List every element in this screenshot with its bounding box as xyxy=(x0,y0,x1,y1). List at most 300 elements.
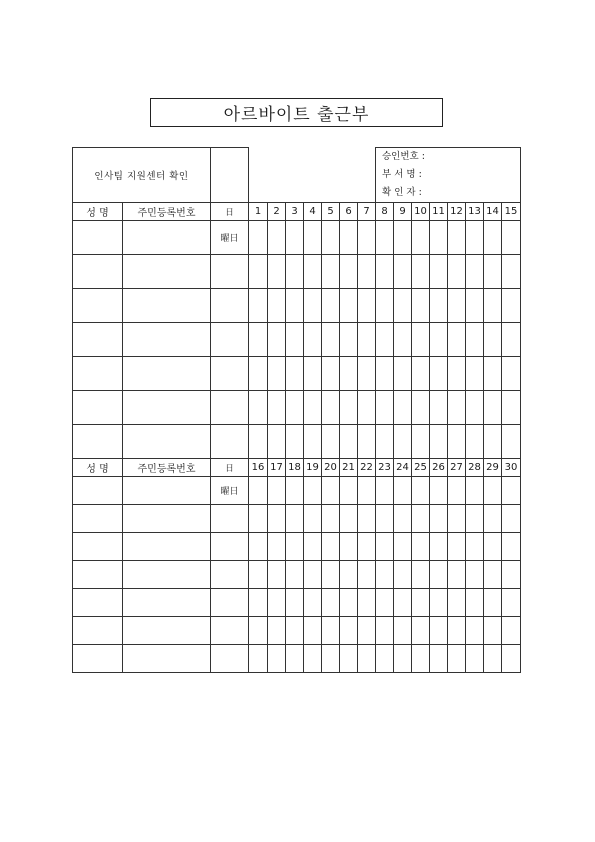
attendance-cell[interactable] xyxy=(286,221,304,255)
day-column-header: 日 xyxy=(211,459,249,477)
weekday-label: 曜日 xyxy=(211,221,249,255)
attendance-cell[interactable] xyxy=(358,391,376,425)
attendance-cell[interactable] xyxy=(376,645,394,673)
attendance-cell[interactable] xyxy=(358,505,376,533)
attendance-cell[interactable] xyxy=(376,289,394,323)
attendance-cell[interactable] xyxy=(358,289,376,323)
attendance-cell[interactable] xyxy=(340,357,358,391)
attendance-cell[interactable] xyxy=(268,645,286,673)
attendance-cell[interactable] xyxy=(430,561,448,589)
attendance-cell[interactable] xyxy=(430,391,448,425)
attendance-cell[interactable] xyxy=(268,505,286,533)
second-half-row xyxy=(73,589,521,617)
attendance-cell[interactable] xyxy=(268,289,286,323)
attendance-cell[interactable] xyxy=(412,255,430,289)
attendance-cell[interactable] xyxy=(430,323,448,357)
attendance-cell[interactable] xyxy=(358,561,376,589)
attendance-cell[interactable] xyxy=(502,289,521,323)
resident-id-cell[interactable] xyxy=(123,289,211,323)
attendance-cell[interactable] xyxy=(412,391,430,425)
attendance-cell[interactable] xyxy=(466,589,484,617)
day-number-23: 23 xyxy=(376,459,394,477)
attendance-cell[interactable] xyxy=(502,589,521,617)
attendance-cell[interactable] xyxy=(394,391,412,425)
attendance-cell[interactable] xyxy=(249,425,268,459)
attendance-cell[interactable] xyxy=(304,289,322,323)
attendance-cell[interactable] xyxy=(466,561,484,589)
attendance-cell[interactable] xyxy=(502,533,521,561)
attendance-cell[interactable] xyxy=(412,425,430,459)
attendance-cell[interactable] xyxy=(502,561,521,589)
resident-id-cell[interactable] xyxy=(123,589,211,617)
attendance-cell[interactable] xyxy=(502,617,521,645)
attendance-cell[interactable] xyxy=(430,533,448,561)
second-half-row xyxy=(73,505,521,533)
attendance-cell[interactable] xyxy=(249,289,268,323)
day-number-17: 17 xyxy=(268,459,286,477)
name-cell[interactable] xyxy=(73,645,123,673)
day-number-27: 27 xyxy=(448,459,466,477)
attendance-cell[interactable] xyxy=(448,645,466,673)
second-half-header-row xyxy=(73,459,521,477)
attendance-cell[interactable] xyxy=(304,357,322,391)
resident-id-cell[interactable] xyxy=(123,561,211,589)
attendance-cell[interactable] xyxy=(502,221,521,255)
attendance-cell[interactable] xyxy=(412,323,430,357)
resident-id-column-header: 주민등록번호 xyxy=(123,459,211,477)
attendance-cell[interactable] xyxy=(286,289,304,323)
attendance-cell[interactable] xyxy=(322,425,340,459)
attendance-cell[interactable] xyxy=(412,645,430,673)
attendance-cell[interactable] xyxy=(376,425,394,459)
attendance-cell[interactable] xyxy=(376,323,394,357)
attendance-cell[interactable] xyxy=(358,323,376,357)
attendance-cell[interactable] xyxy=(484,477,502,505)
attendance-cell[interactable] xyxy=(340,561,358,589)
attendance-cell[interactable] xyxy=(322,255,340,289)
attendance-cell[interactable] xyxy=(286,255,304,289)
attendance-cell[interactable] xyxy=(466,255,484,289)
weekday-cell[interactable] xyxy=(211,561,249,589)
name-cell[interactable] xyxy=(73,323,123,357)
attendance-cell[interactable] xyxy=(322,645,340,673)
attendance-cell[interactable] xyxy=(376,505,394,533)
attendance-cell[interactable] xyxy=(268,221,286,255)
approval-number-label: 승인번호 : xyxy=(382,151,425,162)
attendance-cell[interactable] xyxy=(484,255,502,289)
attendance-cell[interactable] xyxy=(358,617,376,645)
department-label: 부 서 명 : xyxy=(382,169,422,180)
attendance-cell[interactable] xyxy=(376,533,394,561)
attendance-cell[interactable] xyxy=(376,221,394,255)
attendance-cell[interactable] xyxy=(484,589,502,617)
attendance-cell[interactable] xyxy=(249,323,268,357)
name-cell[interactable] xyxy=(73,477,123,505)
attendance-cell[interactable] xyxy=(340,289,358,323)
day-number-5: 5 xyxy=(322,203,340,221)
attendance-cell[interactable] xyxy=(412,589,430,617)
attendance-cell[interactable] xyxy=(502,645,521,673)
attendance-cell[interactable] xyxy=(249,533,268,561)
attendance-cell[interactable] xyxy=(484,391,502,425)
name-cell[interactable] xyxy=(73,617,123,645)
attendance-cell[interactable] xyxy=(394,255,412,289)
attendance-cell[interactable] xyxy=(502,505,521,533)
attendance-cell[interactable] xyxy=(448,221,466,255)
attendance-cell[interactable] xyxy=(286,533,304,561)
attendance-cell[interactable] xyxy=(448,323,466,357)
attendance-cell[interactable] xyxy=(358,533,376,561)
attendance-cell[interactable] xyxy=(394,221,412,255)
attendance-cell[interactable] xyxy=(448,357,466,391)
attendance-cell[interactable] xyxy=(268,561,286,589)
resident-id-cell[interactable] xyxy=(123,323,211,357)
attendance-cell[interactable] xyxy=(249,255,268,289)
attendance-cell[interactable] xyxy=(304,589,322,617)
attendance-cell[interactable] xyxy=(466,645,484,673)
attendance-cell[interactable] xyxy=(484,645,502,673)
name-cell[interactable] xyxy=(73,425,123,459)
attendance-cell[interactable] xyxy=(466,391,484,425)
attendance-cell[interactable] xyxy=(340,477,358,505)
name-cell[interactable] xyxy=(73,289,123,323)
attendance-cell[interactable] xyxy=(304,645,322,673)
attendance-cell[interactable] xyxy=(394,425,412,459)
day-number-9: 9 xyxy=(394,203,412,221)
attendance-cell[interactable] xyxy=(304,425,322,459)
day-number-19: 19 xyxy=(304,459,322,477)
second-half-row xyxy=(73,561,521,589)
resident-id-cell[interactable] xyxy=(123,357,211,391)
attendance-cell[interactable] xyxy=(466,617,484,645)
attendance-cell[interactable] xyxy=(448,391,466,425)
hr-confirm-label: 인사팀 지원센터 확인 xyxy=(73,148,211,203)
attendance-cell[interactable] xyxy=(358,425,376,459)
name-cell[interactable] xyxy=(73,391,123,425)
attendance-cell[interactable] xyxy=(322,589,340,617)
attendance-cell[interactable] xyxy=(484,533,502,561)
attendance-cell[interactable] xyxy=(322,505,340,533)
attendance-table xyxy=(72,147,521,673)
weekday-label: 曜日 xyxy=(211,477,249,505)
attendance-cell[interactable] xyxy=(322,617,340,645)
name-column-header: 성 명 xyxy=(73,459,123,477)
attendance-cell[interactable] xyxy=(286,391,304,425)
attendance-cell[interactable] xyxy=(394,289,412,323)
attendance-cell[interactable] xyxy=(430,505,448,533)
attendance-cell[interactable] xyxy=(340,505,358,533)
name-cell[interactable] xyxy=(73,505,123,533)
hr-confirm-signature-cell[interactable] xyxy=(211,148,249,203)
attendance-cell[interactable] xyxy=(358,255,376,289)
attendance-cell[interactable] xyxy=(340,255,358,289)
resident-id-cell[interactable] xyxy=(123,221,211,255)
first-half-row xyxy=(73,357,521,391)
second-half-row xyxy=(73,617,521,645)
attendance-cell[interactable] xyxy=(466,425,484,459)
attendance-cell[interactable] xyxy=(268,617,286,645)
attendance-cell[interactable] xyxy=(286,589,304,617)
attendance-cell[interactable] xyxy=(376,255,394,289)
attendance-cell[interactable] xyxy=(322,561,340,589)
attendance-cell[interactable] xyxy=(268,589,286,617)
attendance-cell[interactable] xyxy=(268,357,286,391)
attendance-cell[interactable] xyxy=(412,289,430,323)
first-half-row xyxy=(73,289,521,323)
attendance-cell[interactable] xyxy=(249,357,268,391)
name-cell[interactable] xyxy=(73,533,123,561)
attendance-cell[interactable] xyxy=(249,391,268,425)
resident-id-cell[interactable] xyxy=(123,425,211,459)
attendance-cell[interactable] xyxy=(412,505,430,533)
day-number-16: 16 xyxy=(249,459,268,477)
day-number-14: 14 xyxy=(484,203,502,221)
attendance-cell[interactable] xyxy=(484,561,502,589)
attendance-cell[interactable] xyxy=(484,425,502,459)
attendance-cell[interactable] xyxy=(430,357,448,391)
attendance-cell[interactable] xyxy=(448,561,466,589)
attendance-cell[interactable] xyxy=(502,425,521,459)
day-number-4: 4 xyxy=(304,203,322,221)
attendance-cell[interactable] xyxy=(268,391,286,425)
day-number-18: 18 xyxy=(286,459,304,477)
resident-id-cell[interactable] xyxy=(123,533,211,561)
attendance-cell[interactable] xyxy=(466,505,484,533)
attendance-cell[interactable] xyxy=(322,357,340,391)
day-number-22: 22 xyxy=(358,459,376,477)
weekday-cell[interactable] xyxy=(211,323,249,357)
attendance-cell[interactable] xyxy=(412,533,430,561)
attendance-cell[interactable] xyxy=(394,617,412,645)
attendance-cell[interactable] xyxy=(502,391,521,425)
attendance-cell[interactable] xyxy=(304,533,322,561)
attendance-cell[interactable] xyxy=(448,617,466,645)
first-half-row xyxy=(73,425,521,459)
attendance-cell[interactable] xyxy=(268,533,286,561)
attendance-cell[interactable] xyxy=(448,589,466,617)
attendance-cell[interactable] xyxy=(412,617,430,645)
day-number-13: 13 xyxy=(466,203,484,221)
name-cell[interactable] xyxy=(73,221,123,255)
attendance-cell[interactable] xyxy=(466,533,484,561)
attendance-cell[interactable] xyxy=(376,589,394,617)
attendance-cell[interactable] xyxy=(304,561,322,589)
attendance-cell[interactable] xyxy=(340,617,358,645)
day-number-28: 28 xyxy=(466,459,484,477)
attendance-cell[interactable] xyxy=(376,561,394,589)
attendance-cell[interactable] xyxy=(268,255,286,289)
weekday-cell[interactable] xyxy=(211,357,249,391)
attendance-cell[interactable] xyxy=(304,323,322,357)
attendance-cell[interactable] xyxy=(394,533,412,561)
attendance-cell[interactable] xyxy=(412,477,430,505)
attendance-cell[interactable] xyxy=(286,323,304,357)
attendance-cell[interactable] xyxy=(304,391,322,425)
attendance-cell[interactable] xyxy=(394,589,412,617)
attendance-cell[interactable] xyxy=(448,425,466,459)
attendance-cell[interactable] xyxy=(430,645,448,673)
attendance-cell[interactable] xyxy=(502,323,521,357)
attendance-cell[interactable] xyxy=(358,589,376,617)
attendance-cell[interactable] xyxy=(430,289,448,323)
first-half-header-row xyxy=(73,203,521,221)
resident-id-cell[interactable] xyxy=(123,645,211,673)
attendance-cell[interactable] xyxy=(484,505,502,533)
attendance-cell[interactable] xyxy=(502,477,521,505)
attendance-cell[interactable] xyxy=(322,289,340,323)
attendance-cell[interactable] xyxy=(322,323,340,357)
attendance-cell[interactable] xyxy=(394,477,412,505)
attendance-cell[interactable] xyxy=(412,221,430,255)
attendance-cell[interactable] xyxy=(286,505,304,533)
attendance-cell[interactable] xyxy=(484,617,502,645)
weekday-cell[interactable] xyxy=(211,505,249,533)
attendance-cell[interactable] xyxy=(249,505,268,533)
attendance-cell[interactable] xyxy=(484,323,502,357)
second-half-row xyxy=(73,477,521,505)
attendance-cell[interactable] xyxy=(358,221,376,255)
weekday-cell[interactable] xyxy=(211,255,249,289)
attendance-cell[interactable] xyxy=(268,323,286,357)
attendance-cell[interactable] xyxy=(304,617,322,645)
attendance-cell[interactable] xyxy=(430,589,448,617)
first-half-row xyxy=(73,255,521,289)
resident-id-cell[interactable] xyxy=(123,505,211,533)
day-number-20: 20 xyxy=(322,459,340,477)
name-cell[interactable] xyxy=(73,589,123,617)
attendance-cell[interactable] xyxy=(484,221,502,255)
attendance-cell[interactable] xyxy=(466,221,484,255)
attendance-form xyxy=(72,147,521,673)
name-cell[interactable] xyxy=(73,357,123,391)
attendance-cell[interactable] xyxy=(249,645,268,673)
attendance-cell[interactable] xyxy=(484,357,502,391)
attendance-cell[interactable] xyxy=(286,357,304,391)
attendance-cell[interactable] xyxy=(358,477,376,505)
attendance-cell[interactable] xyxy=(448,255,466,289)
attendance-cell[interactable] xyxy=(412,561,430,589)
attendance-cell[interactable] xyxy=(322,477,340,505)
attendance-cell[interactable] xyxy=(286,561,304,589)
attendance-cell[interactable] xyxy=(340,391,358,425)
attendance-cell[interactable] xyxy=(448,289,466,323)
attendance-cell[interactable] xyxy=(340,533,358,561)
attendance-cell[interactable] xyxy=(430,221,448,255)
attendance-cell[interactable] xyxy=(466,289,484,323)
day-number-10: 10 xyxy=(412,203,430,221)
weekday-cell[interactable] xyxy=(211,425,249,459)
day-number-30: 30 xyxy=(502,459,521,477)
attendance-cell[interactable] xyxy=(249,617,268,645)
day-number-26: 26 xyxy=(430,459,448,477)
resident-id-cell[interactable] xyxy=(123,255,211,289)
attendance-cell[interactable] xyxy=(484,289,502,323)
attendance-cell[interactable] xyxy=(304,477,322,505)
attendance-cell[interactable] xyxy=(340,589,358,617)
first-half-row xyxy=(73,391,521,425)
attendance-cell[interactable] xyxy=(304,221,322,255)
resident-id-cell[interactable] xyxy=(123,391,211,425)
attendance-cell[interactable] xyxy=(448,533,466,561)
attendance-cell[interactable] xyxy=(394,561,412,589)
attendance-cell[interactable] xyxy=(376,357,394,391)
attendance-cell[interactable] xyxy=(394,645,412,673)
weekday-cell[interactable] xyxy=(211,391,249,425)
weekday-cell[interactable] xyxy=(211,289,249,323)
day-number-24: 24 xyxy=(394,459,412,477)
weekday-cell[interactable] xyxy=(211,645,249,673)
second-half-row xyxy=(73,645,521,673)
attendance-cell[interactable] xyxy=(448,477,466,505)
attendance-cell[interactable] xyxy=(376,391,394,425)
day-number-15: 15 xyxy=(502,203,521,221)
attendance-cell[interactable] xyxy=(358,357,376,391)
attendance-cell[interactable] xyxy=(430,425,448,459)
attendance-cell[interactable] xyxy=(340,221,358,255)
weekday-cell[interactable] xyxy=(211,533,249,561)
day-number-3: 3 xyxy=(286,203,304,221)
attendance-cell[interactable] xyxy=(286,617,304,645)
attendance-cell[interactable] xyxy=(304,255,322,289)
attendance-cell[interactable] xyxy=(394,357,412,391)
attendance-cell[interactable] xyxy=(249,589,268,617)
attendance-cell[interactable] xyxy=(286,425,304,459)
attendance-cell[interactable] xyxy=(376,477,394,505)
attendance-cell[interactable] xyxy=(249,221,268,255)
attendance-cell[interactable] xyxy=(394,505,412,533)
weekday-cell[interactable] xyxy=(211,617,249,645)
attendance-cell[interactable] xyxy=(430,477,448,505)
attendance-cell[interactable] xyxy=(322,391,340,425)
attendance-cell[interactable] xyxy=(268,477,286,505)
first-half-row xyxy=(73,221,521,255)
attendance-cell[interactable] xyxy=(466,357,484,391)
name-cell[interactable] xyxy=(73,561,123,589)
weekday-cell[interactable] xyxy=(211,589,249,617)
second-half-row xyxy=(73,533,521,561)
name-cell[interactable] xyxy=(73,255,123,289)
attendance-cell[interactable] xyxy=(466,323,484,357)
attendance-cell[interactable] xyxy=(358,645,376,673)
approval-box xyxy=(376,148,521,203)
attendance-cell[interactable] xyxy=(322,533,340,561)
resident-id-cell[interactable] xyxy=(123,617,211,645)
attendance-cell[interactable] xyxy=(448,505,466,533)
attendance-cell[interactable] xyxy=(286,477,304,505)
attendance-cell[interactable] xyxy=(466,477,484,505)
attendance-cell[interactable] xyxy=(502,255,521,289)
attendance-cell[interactable] xyxy=(249,561,268,589)
day-number-2: 2 xyxy=(268,203,286,221)
header-spacer xyxy=(249,148,376,203)
resident-id-cell[interactable] xyxy=(123,477,211,505)
attendance-cell[interactable] xyxy=(376,617,394,645)
attendance-cell[interactable] xyxy=(340,645,358,673)
attendance-cell[interactable] xyxy=(430,617,448,645)
attendance-cell[interactable] xyxy=(322,221,340,255)
attendance-cell[interactable] xyxy=(340,425,358,459)
name-column-header: 성 명 xyxy=(73,203,123,221)
attendance-cell[interactable] xyxy=(430,255,448,289)
attendance-cell[interactable] xyxy=(304,505,322,533)
attendance-cell[interactable] xyxy=(268,425,286,459)
attendance-cell[interactable] xyxy=(249,477,268,505)
attendance-cell[interactable] xyxy=(340,323,358,357)
attendance-cell[interactable] xyxy=(394,323,412,357)
attendance-cell[interactable] xyxy=(502,357,521,391)
attendance-cell[interactable] xyxy=(286,645,304,673)
attendance-cell[interactable] xyxy=(412,357,430,391)
